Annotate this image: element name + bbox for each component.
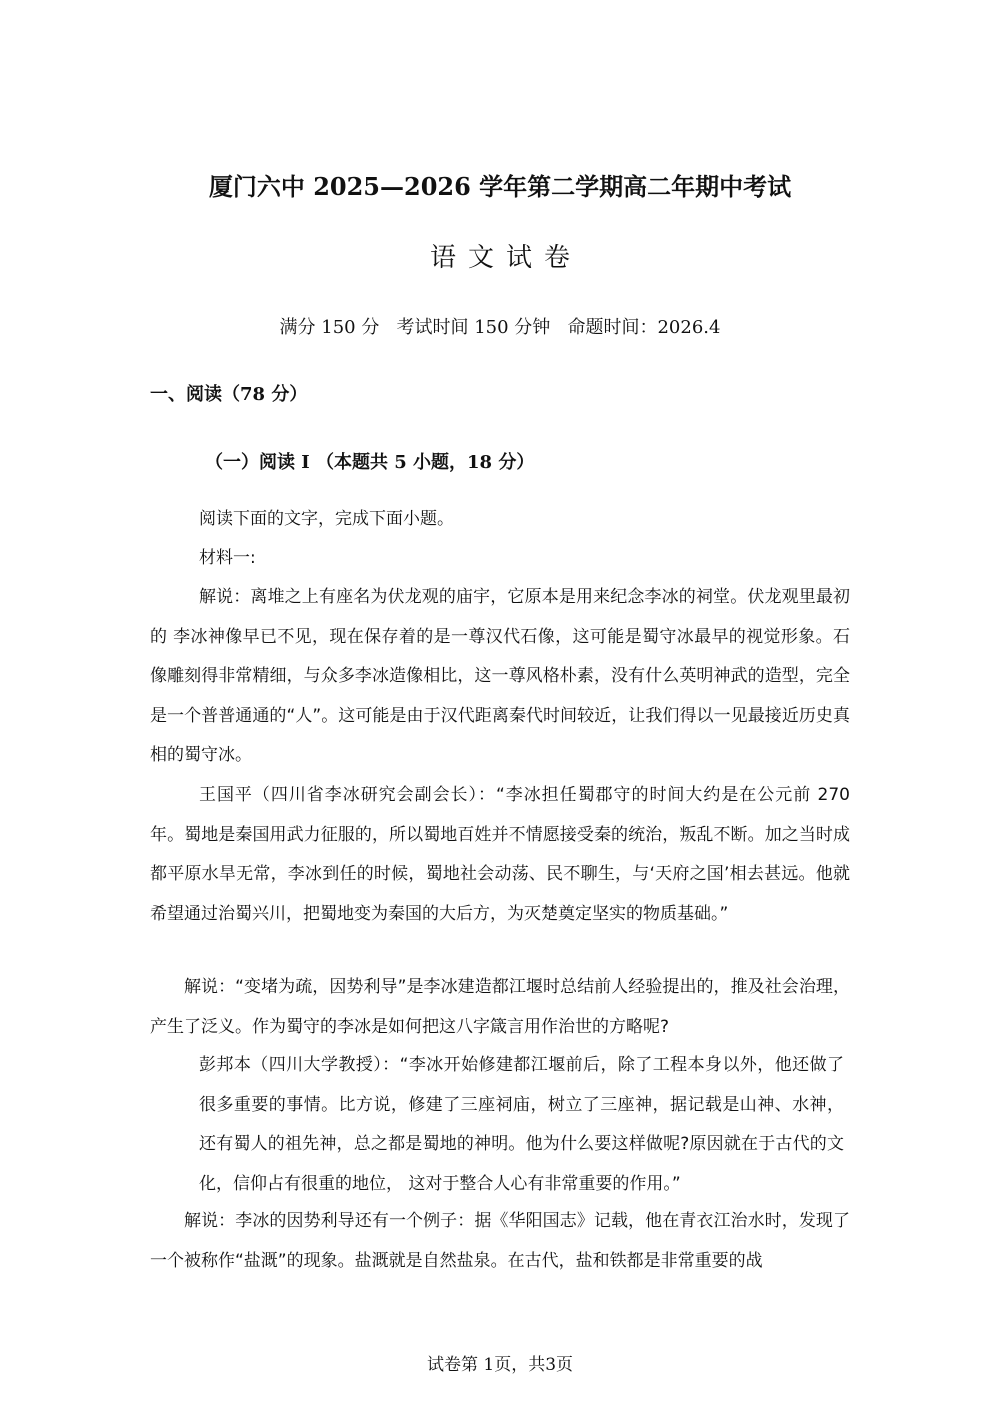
subsection-heading: （一）阅读 I （本题共 5 小题，18 分） <box>205 452 535 473</box>
section-heading: 一、阅读（78 分） <box>150 384 308 405</box>
reading-instruction: 阅读下面的文字，完成下面小题。 <box>199 509 454 529</box>
paragraph-narration-2: 解说：“变堵为疏，因势利导”是李冰建造都江堰时总结前人经验提出的，推及社会治理，产生了泛义。作为蜀守的李冰是如何把这八字箴言用作治世的方略呢? <box>150 977 850 1037</box>
page-footer: 试卷第 1页，共3页 <box>426 1355 574 1375</box>
exam-meta-info: 满分 150 分 考试时间 150 分钟 命题时间：2026.4 <box>279 317 721 338</box>
material-label: 材料一: <box>199 548 256 568</box>
exam-subtitle: 语文试卷 <box>429 243 582 273</box>
paragraph-quote-peng: 彭邦本（四川大学教授）：“李冰开始修建都江堰前后，除了工程本身以外，他还做了很多重要的事情。比方说，修建了三座祠庙，树立了三座神，据记载是山神、水神，还有蜀人的祖先神，总之都是蜀地的神明。他为什么要这样做呢?原因就在于古代的文化，信仰占有很重的地位， 这对于整合人心有非常重要的作用。” <box>199 1055 844 1194</box>
paragraph-narration-3: 解说：李冰的因势利导还有一个例子：据《华阳国志》记载，他在青衣江治水时，发现了一个被称作“盐溉”的现象。盐溉就是自然盐泉。在古代，盐和铁都是非常重要的战 <box>150 1211 850 1271</box>
paragraph-narration-1: 解说：离堆之上有座名为伏龙观的庙宇，它原本是用来纪念李冰的祠堂。伏龙观里最初的 李冰神像早已不见，现在保存着的是一尊汉代石像，这可能是蜀守冰最早的视觉形象。石像雕刻得非常精细，与众多李冰造像相比，这一尊风格朴素，没有什么英明神武的造型，完全是一个普普通通的“人”。这可能是由于汉代距离秦代时间较近，让我们得以一见最接近历史真相的蜀守冰。 <box>150 587 850 765</box>
exam-title: 厦门六中 2025—2026 学年第二学期高二年期中考试 <box>208 172 792 201</box>
paragraph-quote-wang: 王国平（四川省李冰研究会副会长）：“李冰担任蜀郡守的时间大约是在公元前 270 年。蜀地是秦国用武力征服的，所以蜀地百姓并不情愿接受秦的统治，叛乱不断。加之当时成都平原水旱无常，李冰到任的时候，蜀地社会动荡、民不聊生，与‘天府之国’相去甚远。他就希望通过治蜀兴川，把蜀地变为秦国的大后方，为灭楚奠定坚实的物质基础。” <box>150 785 850 924</box>
